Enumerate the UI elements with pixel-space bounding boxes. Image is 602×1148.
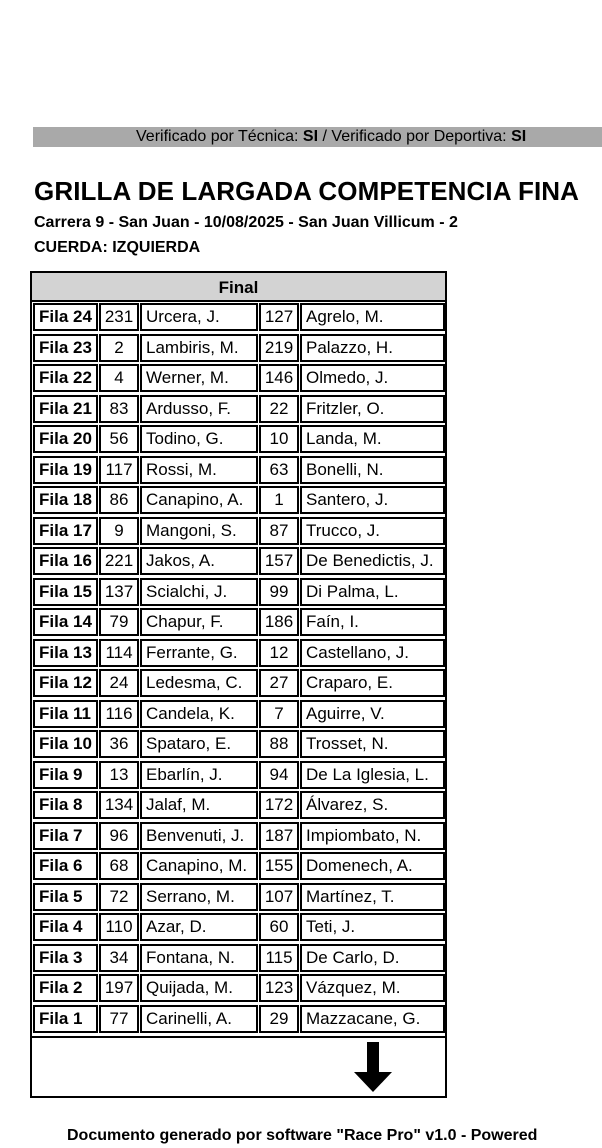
car-number: 60	[259, 913, 299, 941]
car-number: 137	[99, 578, 139, 606]
row-label: Fila 15	[33, 578, 98, 606]
driver-name: Chapur, F.	[140, 608, 258, 636]
grid-row	[32, 302, 445, 333]
grid-row	[32, 790, 445, 821]
car-number: 68	[99, 852, 139, 880]
row-label: Fila 23	[33, 334, 98, 362]
driver-name: Martínez, T.	[300, 883, 445, 911]
driver-name: Quijada, M.	[140, 974, 258, 1002]
driver-name: Vázquez, M.	[300, 974, 445, 1002]
car-number: 13	[99, 761, 139, 789]
car-number: 63	[259, 456, 299, 484]
car-number: 2	[99, 334, 139, 362]
car-number: 99	[259, 578, 299, 606]
grid-row	[32, 729, 445, 760]
grid-row	[32, 760, 445, 791]
driver-name: De La Iglesia, L.	[300, 761, 445, 789]
row-label: Fila 8	[33, 791, 98, 819]
direction-box	[32, 1036, 445, 1096]
car-number: 221	[99, 547, 139, 575]
driver-name: Faín, I.	[300, 608, 445, 636]
row-label: Fila 1	[33, 1005, 98, 1033]
row-label: Fila 7	[33, 822, 98, 850]
row-label: Fila 17	[33, 517, 98, 545]
driver-name: Werner, M.	[140, 364, 258, 392]
grid-row	[32, 912, 445, 943]
driver-name: Canapino, A.	[140, 486, 258, 514]
driver-name: Fritzler, O.	[300, 395, 445, 423]
grid-row	[32, 607, 445, 638]
row-label: Fila 9	[33, 761, 98, 789]
driver-name: Impiombato, N.	[300, 822, 445, 850]
row-label: Fila 12	[33, 669, 98, 697]
car-number: 197	[99, 974, 139, 1002]
grid-row	[32, 1004, 445, 1035]
car-number: 36	[99, 730, 139, 758]
grid-row	[32, 485, 445, 516]
row-label: Fila 14	[33, 608, 98, 636]
car-number: 83	[99, 395, 139, 423]
car-number: 34	[99, 944, 139, 972]
car-number: 231	[99, 303, 139, 331]
grid-row	[32, 577, 445, 608]
grid-row	[32, 516, 445, 547]
car-number: 117	[99, 456, 139, 484]
grid-row	[32, 455, 445, 486]
car-number: 187	[259, 822, 299, 850]
driver-name: Teti, J.	[300, 913, 445, 941]
grid-row	[32, 363, 445, 394]
car-number: 4	[99, 364, 139, 392]
driver-name: Mangoni, S.	[140, 517, 258, 545]
row-label: Fila 20	[33, 425, 98, 453]
deportiva-label: Verificado por Deportiva:	[331, 128, 507, 145]
driver-name: Palazzo, H.	[300, 334, 445, 362]
row-label: Fila 19	[33, 456, 98, 484]
car-number: 24	[99, 669, 139, 697]
driver-name: Azar, D.	[140, 913, 258, 941]
car-number: 72	[99, 883, 139, 911]
driver-name: Trosset, N.	[300, 730, 445, 758]
driver-name: Fontana, N.	[140, 944, 258, 972]
driver-name: Carinelli, A.	[140, 1005, 258, 1033]
driver-name: Landa, M.	[300, 425, 445, 453]
grid-row	[32, 851, 445, 882]
car-number: 22	[259, 395, 299, 423]
car-number: 134	[99, 791, 139, 819]
car-number: 157	[259, 547, 299, 575]
row-label: Fila 11	[33, 700, 98, 728]
grid-header: Final	[32, 273, 445, 302]
driver-name: Ardusso, F.	[140, 395, 258, 423]
car-number: 9	[99, 517, 139, 545]
grid-row	[32, 394, 445, 425]
row-label: Fila 16	[33, 547, 98, 575]
driver-name: Jalaf, M.	[140, 791, 258, 819]
driver-name: Jakos, A.	[140, 547, 258, 575]
row-label: Fila 24	[33, 303, 98, 331]
row-label: Fila 21	[33, 395, 98, 423]
driver-name: Urcera, J.	[140, 303, 258, 331]
driver-name: Rossi, M.	[140, 456, 258, 484]
car-number: 110	[99, 913, 139, 941]
car-number: 155	[259, 852, 299, 880]
driver-name: Bonelli, N.	[300, 456, 445, 484]
row-label: Fila 5	[33, 883, 98, 911]
grid-row	[32, 638, 445, 669]
driver-name: Todino, G.	[140, 425, 258, 453]
driver-name: Spataro, E.	[140, 730, 258, 758]
driver-name: De Benedictis, J.	[300, 547, 445, 575]
driver-name: Ferrante, G.	[140, 639, 258, 667]
car-number: 87	[259, 517, 299, 545]
driver-name: Scialchi, J.	[140, 578, 258, 606]
driver-name: Ledesma, C.	[140, 669, 258, 697]
grid-row	[32, 424, 445, 455]
tecnica-value: SI	[302, 128, 319, 145]
row-label: Fila 6	[33, 852, 98, 880]
car-number: 12	[259, 639, 299, 667]
driver-name: Domenech, A.	[300, 852, 445, 880]
car-number: 116	[99, 700, 139, 728]
car-number: 115	[259, 944, 299, 972]
grid-row	[32, 973, 445, 1004]
row-label: Fila 2	[33, 974, 98, 1002]
grid-row	[32, 333, 445, 364]
footer-text: Documento generado por software "Race Pro" v1.0 - Powered	[67, 1127, 538, 1144]
driver-name: Mazzacane, G.	[300, 1005, 445, 1033]
tecnica-label: Verificado por Técnica:	[136, 128, 299, 145]
race-info: Carrera 9 - San Juan - 10/08/2025 - San Juan Villicum - 2	[34, 214, 458, 231]
car-number: 186	[259, 608, 299, 636]
car-number: 7	[259, 700, 299, 728]
row-label: Fila 18	[33, 486, 98, 514]
car-number: 79	[99, 608, 139, 636]
car-number: 114	[99, 639, 139, 667]
driver-name: Benvenuti, J.	[140, 822, 258, 850]
car-number: 123	[259, 974, 299, 1002]
car-number: 219	[259, 334, 299, 362]
driver-name: Ebarlín, J.	[140, 761, 258, 789]
arrow-down-icon	[352, 1042, 394, 1092]
driver-name: De Carlo, D.	[300, 944, 445, 972]
grid-row	[32, 943, 445, 974]
grid-row	[32, 546, 445, 577]
row-label: Fila 13	[33, 639, 98, 667]
car-number: 29	[259, 1005, 299, 1033]
verification-bar	[33, 127, 602, 147]
page-title: GRILLA DE LARGADA COMPETENCIA FINA	[34, 176, 580, 206]
driver-name: Castellano, J.	[300, 639, 445, 667]
cuerda-label: CUERDA: IZQUIERDA	[34, 239, 201, 256]
row-label: Fila 3	[33, 944, 98, 972]
driver-name: Santero, J.	[300, 486, 445, 514]
car-number: 86	[99, 486, 139, 514]
grid-row	[32, 821, 445, 852]
car-number: 107	[259, 883, 299, 911]
separator: /	[322, 128, 327, 145]
car-number: 27	[259, 669, 299, 697]
car-number: 96	[99, 822, 139, 850]
driver-name: Candela, K.	[140, 700, 258, 728]
car-number: 10	[259, 425, 299, 453]
driver-name: Trucco, J.	[300, 517, 445, 545]
grid-row	[32, 668, 445, 699]
car-number: 172	[259, 791, 299, 819]
car-number: 127	[259, 303, 299, 331]
driver-name: Canapino, M.	[140, 852, 258, 880]
driver-name: Olmedo, J.	[300, 364, 445, 392]
grid-row	[32, 882, 445, 913]
car-number: 88	[259, 730, 299, 758]
car-number: 77	[99, 1005, 139, 1033]
car-number: 94	[259, 761, 299, 789]
car-number: 1	[259, 486, 299, 514]
grid-row	[32, 699, 445, 730]
car-number: 56	[99, 425, 139, 453]
driver-name: Di Palma, L.	[300, 578, 445, 606]
driver-name: Craparo, E.	[300, 669, 445, 697]
deportiva-value: SI	[511, 128, 527, 145]
starting-grid-table	[30, 271, 447, 1098]
verification-text	[136, 127, 526, 147]
row-label: Fila 4	[33, 913, 98, 941]
car-number: 146	[259, 364, 299, 392]
driver-name: Álvarez, S.	[300, 791, 445, 819]
driver-name: Serrano, M.	[140, 883, 258, 911]
row-label: Fila 10	[33, 730, 98, 758]
row-label: Fila 22	[33, 364, 98, 392]
driver-name: Agrelo, M.	[300, 303, 445, 331]
driver-name: Aguirre, V.	[300, 700, 445, 728]
driver-name: Lambiris, M.	[140, 334, 258, 362]
